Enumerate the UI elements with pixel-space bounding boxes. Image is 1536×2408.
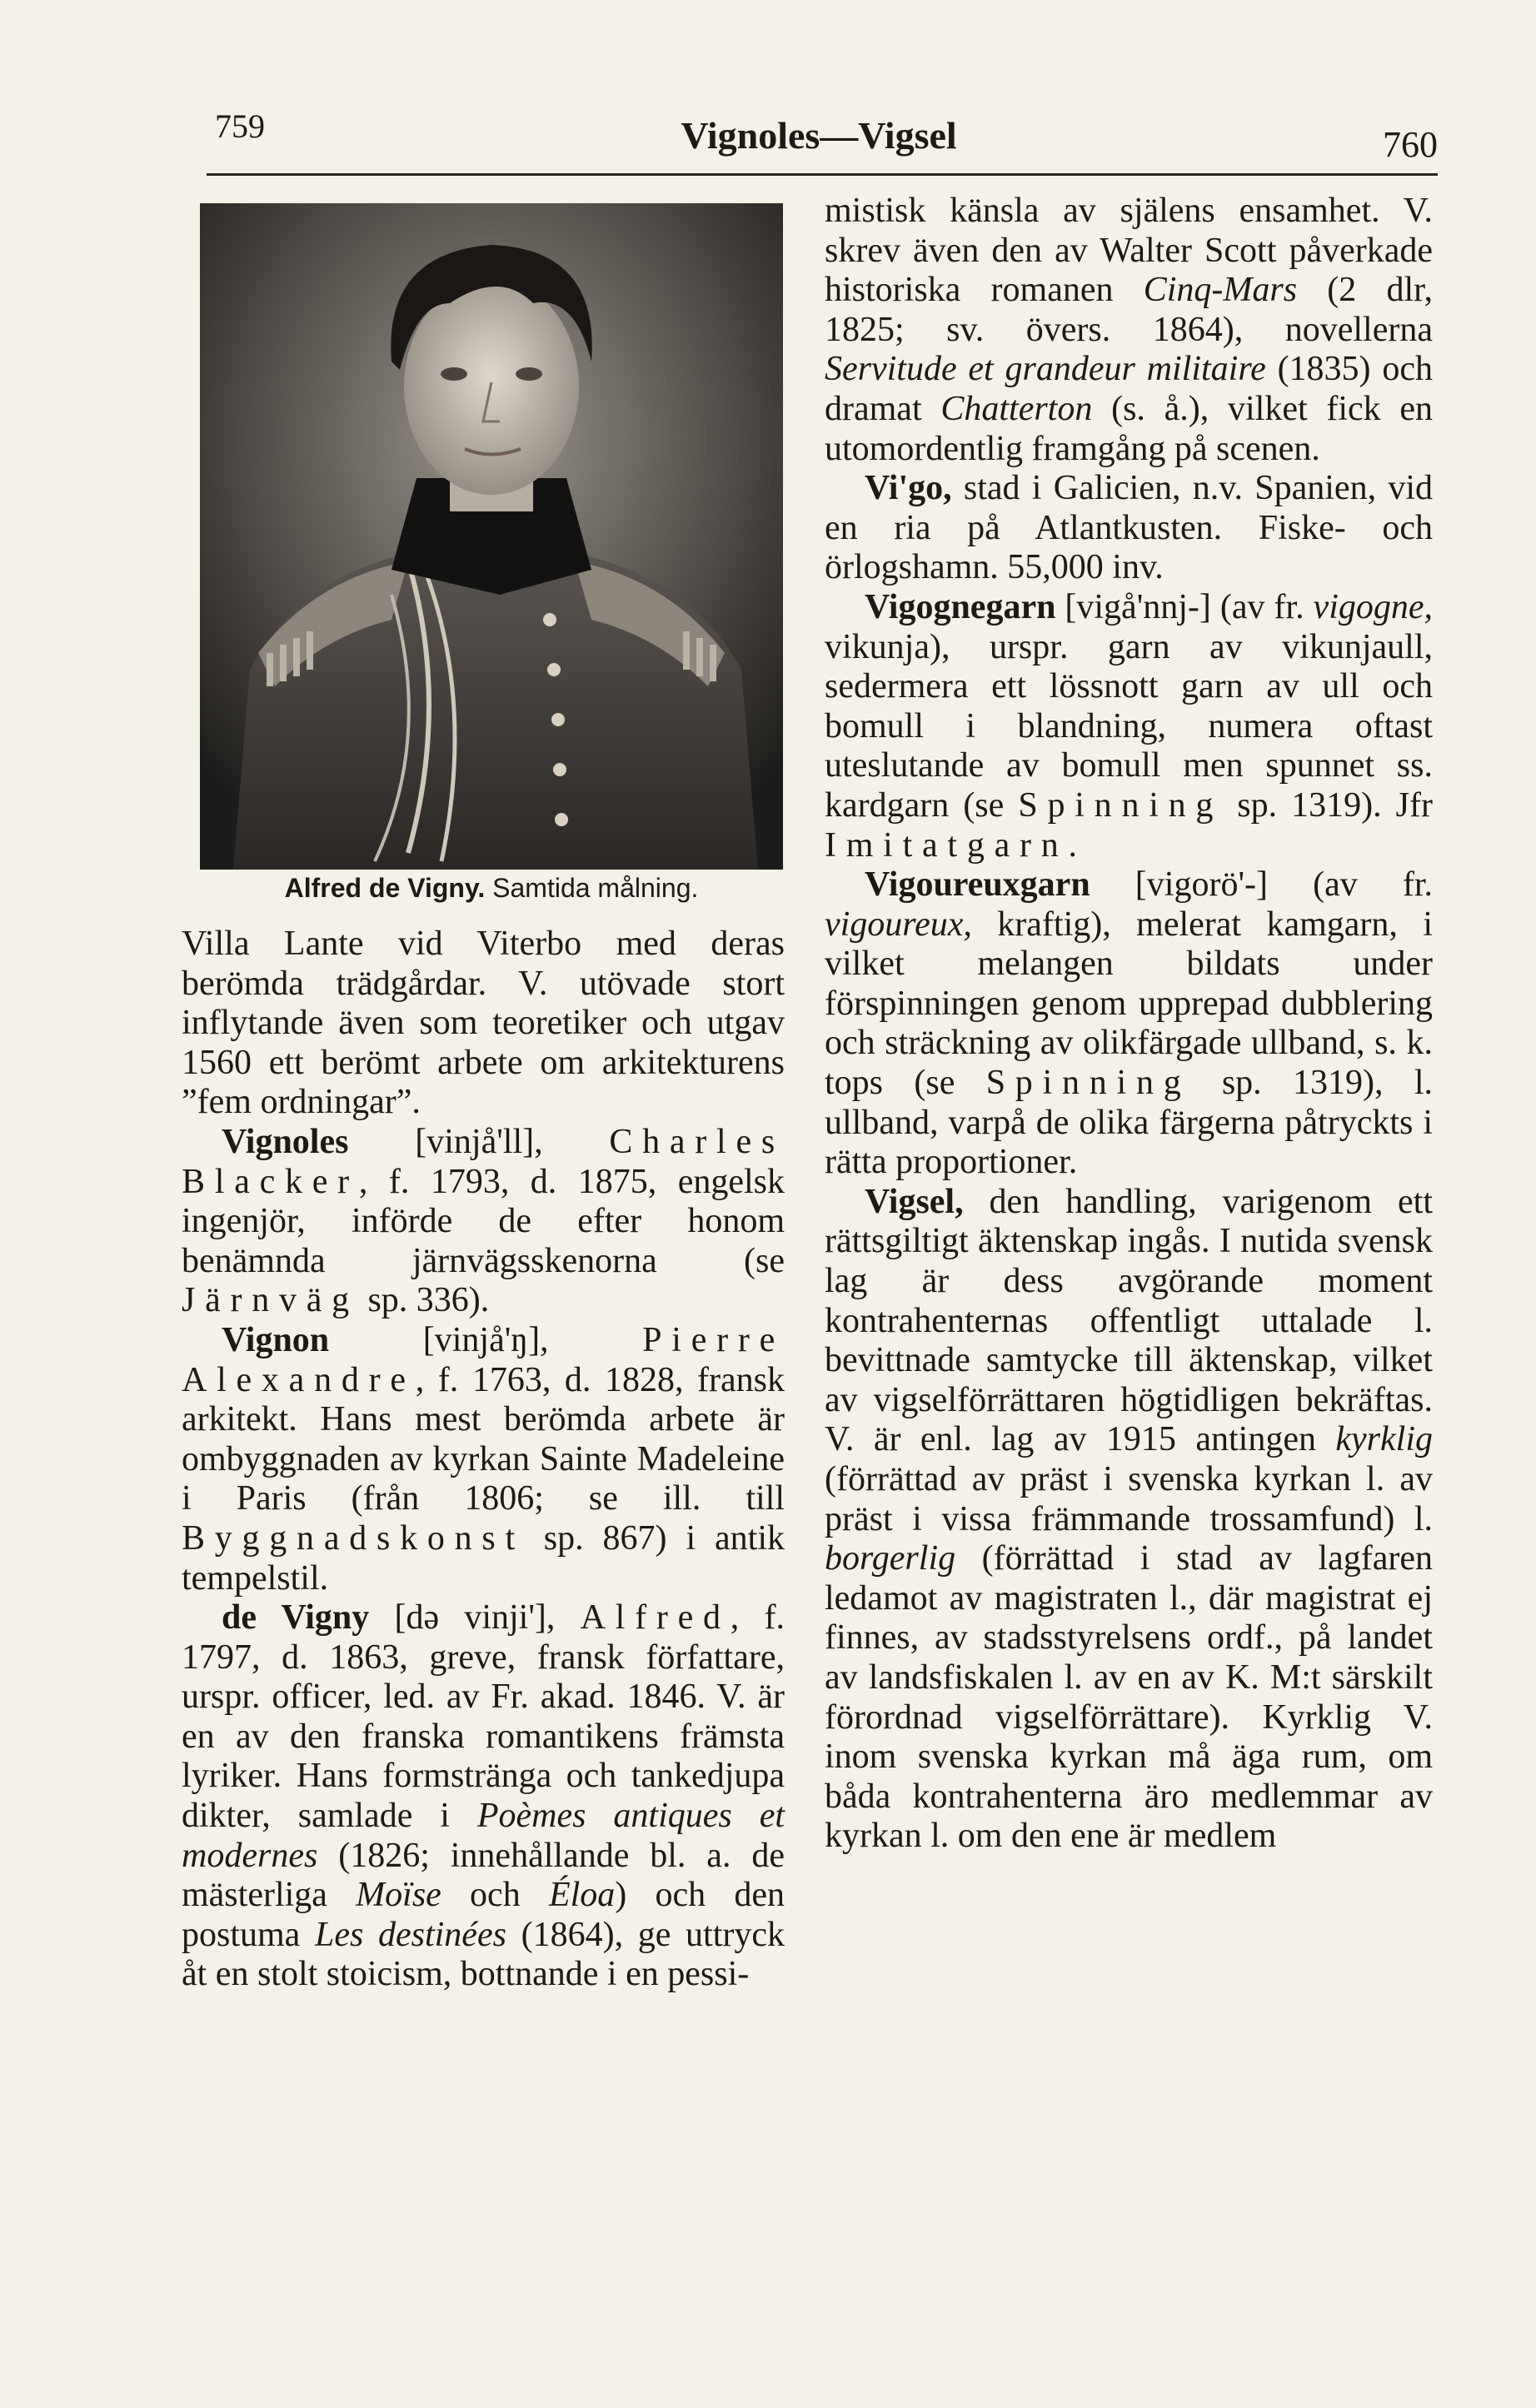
work-title: Éloa xyxy=(548,1876,616,1915)
left-column xyxy=(182,925,785,1995)
cross-reference: Spinning xyxy=(985,1064,1191,1103)
headword: Vigsel, xyxy=(865,1182,964,1221)
entry-text: , f. 1793, d. 1875, engelsk ingenjör, införde de efter honom benämnda järnvägsskenorna (se xyxy=(182,1162,785,1280)
header-rule xyxy=(207,173,1438,176)
figure-caption xyxy=(200,873,783,904)
entry-text: ) och den postuma xyxy=(182,1876,785,1954)
entry-text: (1826; innehållande bl. a. de mästerliga xyxy=(182,1836,785,1915)
headword: Vignon xyxy=(222,1320,330,1359)
entry-vigoureuxgarn xyxy=(825,865,1433,1183)
entry-text: , f. 1763, d. 1828, fransk arkitekt. Hans mest berömda arbete är ombyggnaden av kyrkan Sainte Madeleine i Paris (från 1806; se ill. till xyxy=(182,1360,785,1518)
cross-reference: Imitatgarn xyxy=(825,825,1069,865)
entry-text: stad i Galicien, n.v. Spanien, vid en ria på Atlantkusten. Fiske- och örlogshamn. 55,000 inv. xyxy=(825,469,1433,587)
cross-reference: Järnväg xyxy=(182,1281,359,1320)
pronunciation: [də vinji'], xyxy=(369,1598,581,1638)
entry-text: vikunja), urspr. garn av vikunjaull, sedermera ett lössnott garn av ull och bomull i blandning, numera oftast uteslutande av bomull men spunnet ss. kardgarn (se xyxy=(825,627,1433,825)
entry-vigsel xyxy=(825,1183,1433,1857)
person-name: Charles Blacker xyxy=(182,1122,785,1201)
work-title: Les destinées xyxy=(314,1915,506,1954)
term: kyrklig xyxy=(1335,1420,1433,1459)
entry-text: (1835) och dramat xyxy=(825,350,1433,428)
entry-text: den handling, varigenom ett rättsgiltigt äktenskap ingås. I nutida svensk lag är dess avgörande moment kontrahenternas offentligt uttalade l. bevittnade samtycke till äktenskap, vilket av vigselförrättaren högtidligen bekräftas. V. är enl. lag av 1915 antingen xyxy=(825,1182,1433,1459)
work-title: Poèmes antiques et modernes xyxy=(182,1797,785,1875)
pronunciation: [vigorö'-] (av fr. xyxy=(1090,865,1433,905)
work-title: Moïse xyxy=(356,1876,441,1915)
page-number-right: 760 xyxy=(1383,124,1438,165)
cross-reference: Spinning xyxy=(1018,785,1224,825)
page-header xyxy=(200,107,1438,165)
headword: Vigoureuxgarn xyxy=(865,865,1090,905)
entry-continuation xyxy=(825,192,1433,469)
entry-text: sp. 336). xyxy=(358,1281,490,1320)
person-name: Pierre Alexandre xyxy=(182,1320,785,1399)
person-name: Alfred xyxy=(580,1598,731,1638)
entry-text: mistisk känsla av själens ensamhet. V. skrev även den av Walter Scott påverkade historiska romanen xyxy=(825,192,1433,310)
foreign-word: vigogne, xyxy=(1313,587,1433,626)
portrait-figure xyxy=(200,203,783,870)
headword: Vignoles xyxy=(222,1122,349,1161)
entry-vigognegarn xyxy=(825,588,1433,865)
entry-vigo xyxy=(825,469,1433,588)
entry-text: (förrättad i stad av lagfaren ledamot av magistraten l., där magistrat ej finnes, av stadsstyrelsens ordf., på landet av landsfiskalen l. av en av K. M:t särskilt förordnad vigselförrättare). Kyrklig V. inom svenska kyrkan må äga rum, om båda kontrahenterna äro medlemmar av kyrkan l. om den ene är medlem xyxy=(825,1539,1433,1856)
pronunciation: [vigå'nnj-] (av fr. xyxy=(1055,587,1314,626)
entry-text: . xyxy=(1068,825,1078,865)
entry-text: (1864), ge uttryck åt en stolt stoicism, bottnande i en pessi- xyxy=(182,1915,785,1994)
running-title: Vignoles—Vigsel xyxy=(681,114,957,157)
entry-text: sp. 1319), l. ullband, varpå de olika färgerna påtryckts i rätta proportioner. xyxy=(825,1064,1433,1182)
work-title: Servitude et grandeur militaire xyxy=(825,350,1266,389)
entry-text: kraftig), melerat kamgarn, i vilket melangen bildats under förspinningen genom upprepad dubblering och sträckning av olikfärgade ullband, s. k. tops (se xyxy=(825,905,1433,1103)
entry-vignoles xyxy=(182,1123,785,1321)
entry-text: (2 dlr, 1825; sv. övers. 1864), novellerna xyxy=(825,271,1433,349)
entry-continuation: Villa Lante vid Viterbo med deras berömda trädgårdar. V. utövade stort inflytande även som teoretiker och utgav 1560 ett berömt arbete om arkitekturens ”fem ordningar”. xyxy=(182,925,785,1122)
foreign-word: vigoureux, xyxy=(825,905,972,944)
entry-vignon xyxy=(182,1321,785,1598)
cross-reference: Byggnadskonst xyxy=(182,1518,525,1558)
pronunciation: [vinjå'ŋ], xyxy=(329,1320,643,1359)
entry-text: sp. 867) i antik tempelstil. xyxy=(182,1518,785,1598)
headword: Vigognegarn xyxy=(865,587,1056,626)
entry-text: (s. å.), vilket fick en utomordentlig framgång på scenen. xyxy=(825,389,1434,468)
right-column xyxy=(825,192,1433,1857)
entry-text: sp. 1319). Jfr xyxy=(1223,785,1434,825)
caption-name: Alfred de Vigny. xyxy=(284,873,486,903)
entry-de-vigny xyxy=(182,1598,785,1995)
term: borgerlig xyxy=(825,1539,956,1578)
headword: Vi'go, xyxy=(865,469,952,508)
work-title: Cinq-Mars xyxy=(1143,271,1298,310)
work-title: Chatterton xyxy=(940,389,1093,428)
page-number-left: 759 xyxy=(215,107,265,145)
headword: de Vigny xyxy=(222,1598,370,1638)
pronunciation: [vinjå'll], xyxy=(348,1122,610,1161)
entry-text: , f. 1797, d. 1863, greve, fransk författare, urspr. officer, led. av Fr. akad. 1846. V. är en av den franska romantikens främsta lyriker. Hans formstränga och tankedjupa dikter, samlade i xyxy=(182,1598,785,1836)
caption-text: Samtida målning. xyxy=(492,873,699,903)
entry-text: och xyxy=(441,1876,549,1915)
portrait-image xyxy=(200,203,783,870)
entry-text: (förrättad av präst i svenska kyrkan l. av präst i vissa främmande trossamfund) l. xyxy=(825,1460,1433,1538)
